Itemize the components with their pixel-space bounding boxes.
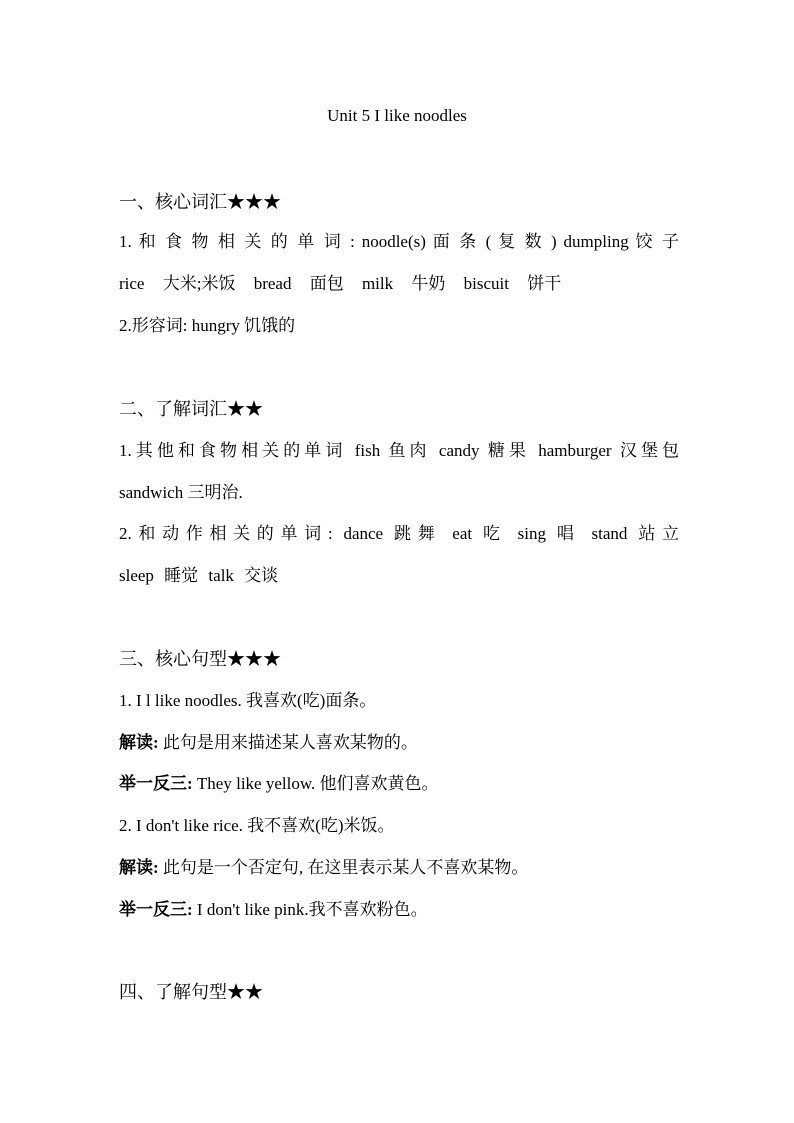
section-1-line-2: rice 大米;米饭 bread 面包 milk 牛奶 biscuit 饼干 xyxy=(119,274,562,293)
section-heading-1: 一、核心词汇★★★ xyxy=(119,192,281,212)
sentence-2 xyxy=(119,814,679,838)
section-2-line-4: sleep 睡觉 talk 交谈 xyxy=(119,566,279,585)
section-2-line-1: 1.其他和食物相关的单词 fish 鱼肉 candy 糖果 hamburger 汉堡包 xyxy=(119,441,679,460)
example-label: 举一反三: xyxy=(119,900,193,919)
interpretation-2 xyxy=(119,856,679,880)
sentence-2-text: 2. I don't like rice. 我不喜欢(吃)米饭。 xyxy=(119,816,395,835)
section-1-line-1: 1. 和 食 物 相 关 的 单 词 : noodle(s) 面 条 ( 复 数 ) dumpling 饺 子 xyxy=(119,232,679,251)
section-1-line-3: 2.形容词: hungry 饥饿的 xyxy=(119,316,296,335)
interpretation-text: 此句是一个否定句, 在这里表示某人不喜欢某物。 xyxy=(158,858,529,877)
interpretation-label: 解读: xyxy=(119,733,159,752)
example-text: They like yellow. 他们喜欢黄色。 xyxy=(192,774,439,793)
section-heading-4: 四、了解句型★★ xyxy=(119,982,263,1002)
section-heading-3: 三、核心句型★★★ xyxy=(119,649,281,669)
example-2 xyxy=(119,898,679,922)
example-1 xyxy=(119,772,679,796)
sentence-1 xyxy=(119,689,679,713)
section-heading-2: 二、了解词汇★★ xyxy=(119,399,263,419)
page-title: Unit 5 I like noodles xyxy=(327,106,467,125)
example-text: I don't like pink.我不喜欢粉色。 xyxy=(192,900,428,919)
interpretation-1 xyxy=(119,731,679,755)
section-2-line-3: 2.和动作相关的单词: dance 跳舞 eat 吃 sing 唱 stand 站立 xyxy=(119,524,679,543)
interpretation-text: 此句是用来描述某人喜欢某物的。 xyxy=(158,733,418,752)
sentence-1-text: 1. I l like noodles. 我喜欢(吃)面条。 xyxy=(119,691,377,710)
section-2-line-2: sandwich 三明治. xyxy=(119,483,243,502)
interpretation-label: 解读: xyxy=(119,858,159,877)
example-label: 举一反三: xyxy=(119,774,193,793)
